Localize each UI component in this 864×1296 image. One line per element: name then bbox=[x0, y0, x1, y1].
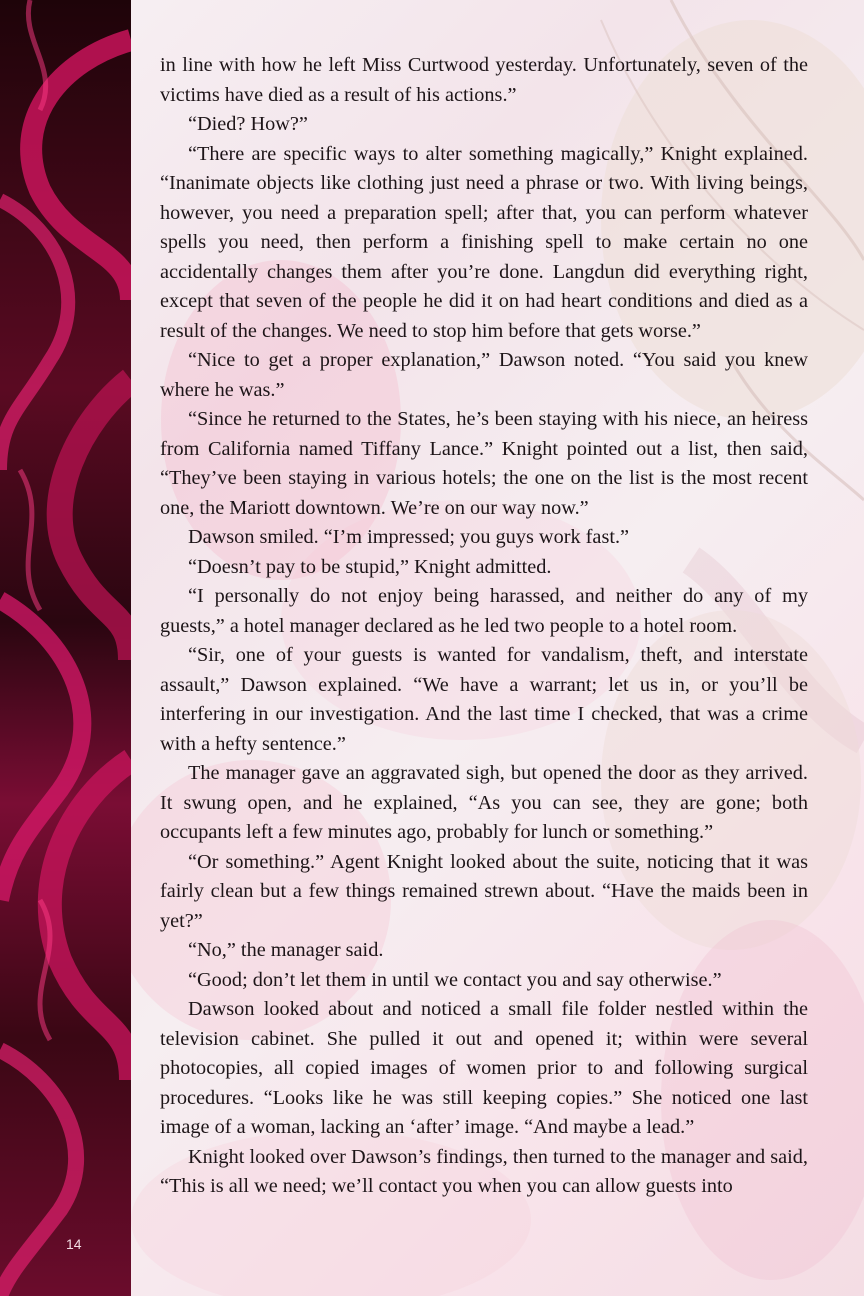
paragraph: Knight looked over Dawson’s findings, then turned to the manager and said, “This is all we need; we’ll contact you when you can allow guests into bbox=[160, 1145, 808, 1197]
paragraph: “Sir, one of your guests is wanted for vandalism, theft, and interstate assault,” Dawson explained. “We have a warrant; let us in, or you’ll be interfering in our investigation. And the last time I checked, that was a crime with a hefty sentence.” bbox=[160, 644, 808, 755]
swirl-ornament-icon bbox=[0, 0, 131, 1296]
paragraph: Dawson looked about and noticed a small file folder nestled within the television cabinet. She pulled it out and opened it; within were several photocopies, all copied images of women prior to and following surgical procedures. “Looks like he was still keeping copies.” She noticed one last image of a woman, lacking an ‘after’ image. “And maybe a lead.” bbox=[160, 998, 808, 1138]
paragraph: “No,” the manager said. bbox=[188, 939, 384, 961]
paragraph: “Nice to get a proper explanation,” Dawson noted. “You said you knew where he was.” bbox=[160, 349, 808, 401]
paragraph: “I personally do not enjoy being harassed, and neither do any of my guests,” a hotel manager declared as he led two people to a hotel room. bbox=[160, 585, 808, 637]
paragraph: “Good; don’t let them in until we contact you and say otherwise.” bbox=[188, 968, 722, 991]
paragraph: “Since he returned to the States, he’s been staying with his niece, an heiress from California named Tiffany Lance.” Knight pointed out a list, then said, “They’ve been staying in various hotels; the one on the list is the most recent one, the Mariott downtown. We’re on our way now.” bbox=[160, 408, 808, 519]
story-text bbox=[160, 51, 808, 1202]
paragraph: Dawson smiled. “I’m impressed; you guys work fast.” bbox=[188, 526, 630, 548]
page-number: 14 bbox=[66, 1236, 82, 1252]
decorative-side-border bbox=[0, 0, 131, 1296]
paragraph: “Or something.” Agent Knight looked about the suite, noticing that it was fairly clean but a few things remained strewn about. “Have the maids been in yet?” bbox=[160, 850, 808, 932]
paragraph: “There are specific ways to alter something magically,” Knight explained. “Inanimate objects like clothing just need a phrase or two. With living beings, however, you need a preparation spell; after that, you can perform whatever spells you need, then perform a finishing spell to make certain no one accidentally changes them after you’re done. Langdun did everything right, except that seven of the people he did it on had heart conditions and died as a result of the changes. We need to stop him before that gets worse.” bbox=[160, 142, 808, 342]
paragraph: “Doesn’t pay to be stupid,” Knight admitted. bbox=[188, 555, 552, 578]
paragraph: “Died? How?” bbox=[188, 113, 308, 135]
paragraph: The manager gave an aggravated sigh, but opened the door as they arrived. It swung open, and he explained, “As you can see, they are gone; both occupants left a few minutes ago, probably for lunch or something.” bbox=[160, 762, 808, 843]
paragraph: in line with how he left Miss Curtwood yesterday. Unfortunately, seven of the victims have died as a result of his actions.” bbox=[160, 54, 808, 106]
